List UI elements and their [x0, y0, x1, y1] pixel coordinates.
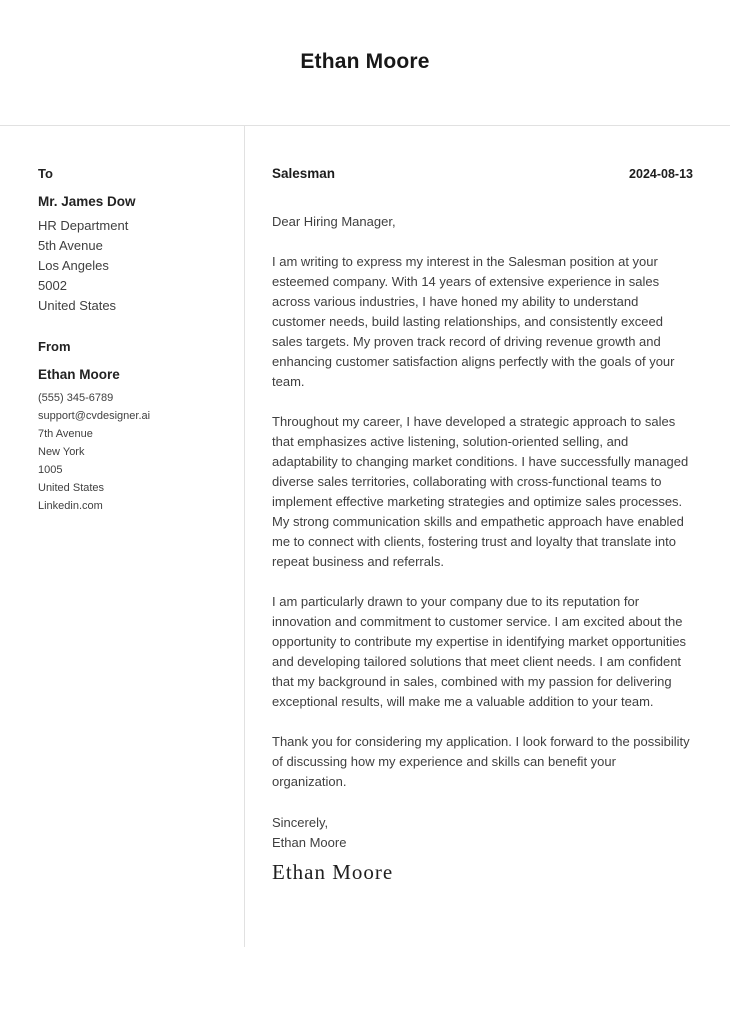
- letter-paragraph: I am writing to express my interest in the Salesman position at your esteemed company. With 14 years of extensive experience in sales across various industries, I have honed my ability to understand customer needs, build lasting relationships, and consistently exceed sales targets. My proven track record of driving revenue growth and enhancing customer satisfaction aligns perfectly with the goals of your team.: [272, 254, 675, 389]
- sender-phone: (555) 345-6789: [38, 392, 114, 404]
- recipient-section: [38, 166, 226, 316]
- recipient-name: Mr. James Dow: [38, 194, 136, 209]
- recipient-line: United States: [38, 298, 117, 313]
- sender-line: New York: [38, 446, 85, 458]
- sender-name: Ethan Moore: [38, 367, 120, 382]
- sender-details: [38, 389, 226, 515]
- document-header: [0, 0, 730, 126]
- recipient-line: 5th Avenue: [38, 238, 103, 253]
- salutation: Dear Hiring Manager,: [272, 214, 396, 229]
- letter-paragraph: Throughout my career, I have developed a strategic approach to sales that emphasizes active listening, solution-oriented selling, and adaptability to changing market conditions. I have successfully managed diverse sales territories, collaborating with cross-functional teams to implement effective marketing strategies and optimize sales processes. My strong communication skills and empathetic approach have enabled me to connect with clients, fostering trust and loyalty that translate into repeat business and referrals.: [272, 414, 689, 569]
- letter-paragraph: I am particularly drawn to your company due to its reputation for innovation and commitment to customer service. I am excited about the opportunity to contribute my expertise in identifying market opportunities and developing tailored solutions that meet client needs. I am confident that my background in sales, combined with my passion for delivering exceptional results, will make me a valuable addition to your team.: [272, 594, 687, 709]
- to-label: To: [38, 166, 53, 181]
- letter-date: 2024-08-13: [629, 167, 693, 181]
- letter-paragraph: Thank you for considering my application. I look forward to the possibility of discussing how my experience and skills can benefit your organization.: [272, 734, 690, 789]
- closing-word: Sincerely,: [272, 815, 329, 830]
- sender-linkedin: Linkedin.com: [38, 500, 103, 512]
- sender-line: 7th Avenue: [38, 428, 93, 440]
- contact-sidebar: [0, 126, 245, 947]
- recipient-line: Los Angeles: [38, 258, 109, 273]
- header-name: Ethan Moore: [300, 50, 430, 73]
- sender-email: support@cvdesigner.ai: [38, 410, 151, 422]
- closing-name: Ethan Moore: [272, 835, 347, 850]
- recipient-line: HR Department: [38, 218, 129, 233]
- sender-line: United States: [38, 482, 105, 494]
- job-title: Salesman: [272, 166, 336, 181]
- recipient-line: 5002: [38, 278, 67, 293]
- signature: Ethan Moore: [272, 860, 394, 884]
- sender-line: 1005: [38, 464, 63, 476]
- letter-title-row: [272, 166, 693, 181]
- sender-section: [38, 339, 226, 515]
- recipient-address: [38, 216, 226, 316]
- from-label: From: [38, 339, 71, 354]
- closing-block: [272, 813, 693, 853]
- letter-content: [245, 126, 730, 947]
- document-body: [0, 126, 730, 947]
